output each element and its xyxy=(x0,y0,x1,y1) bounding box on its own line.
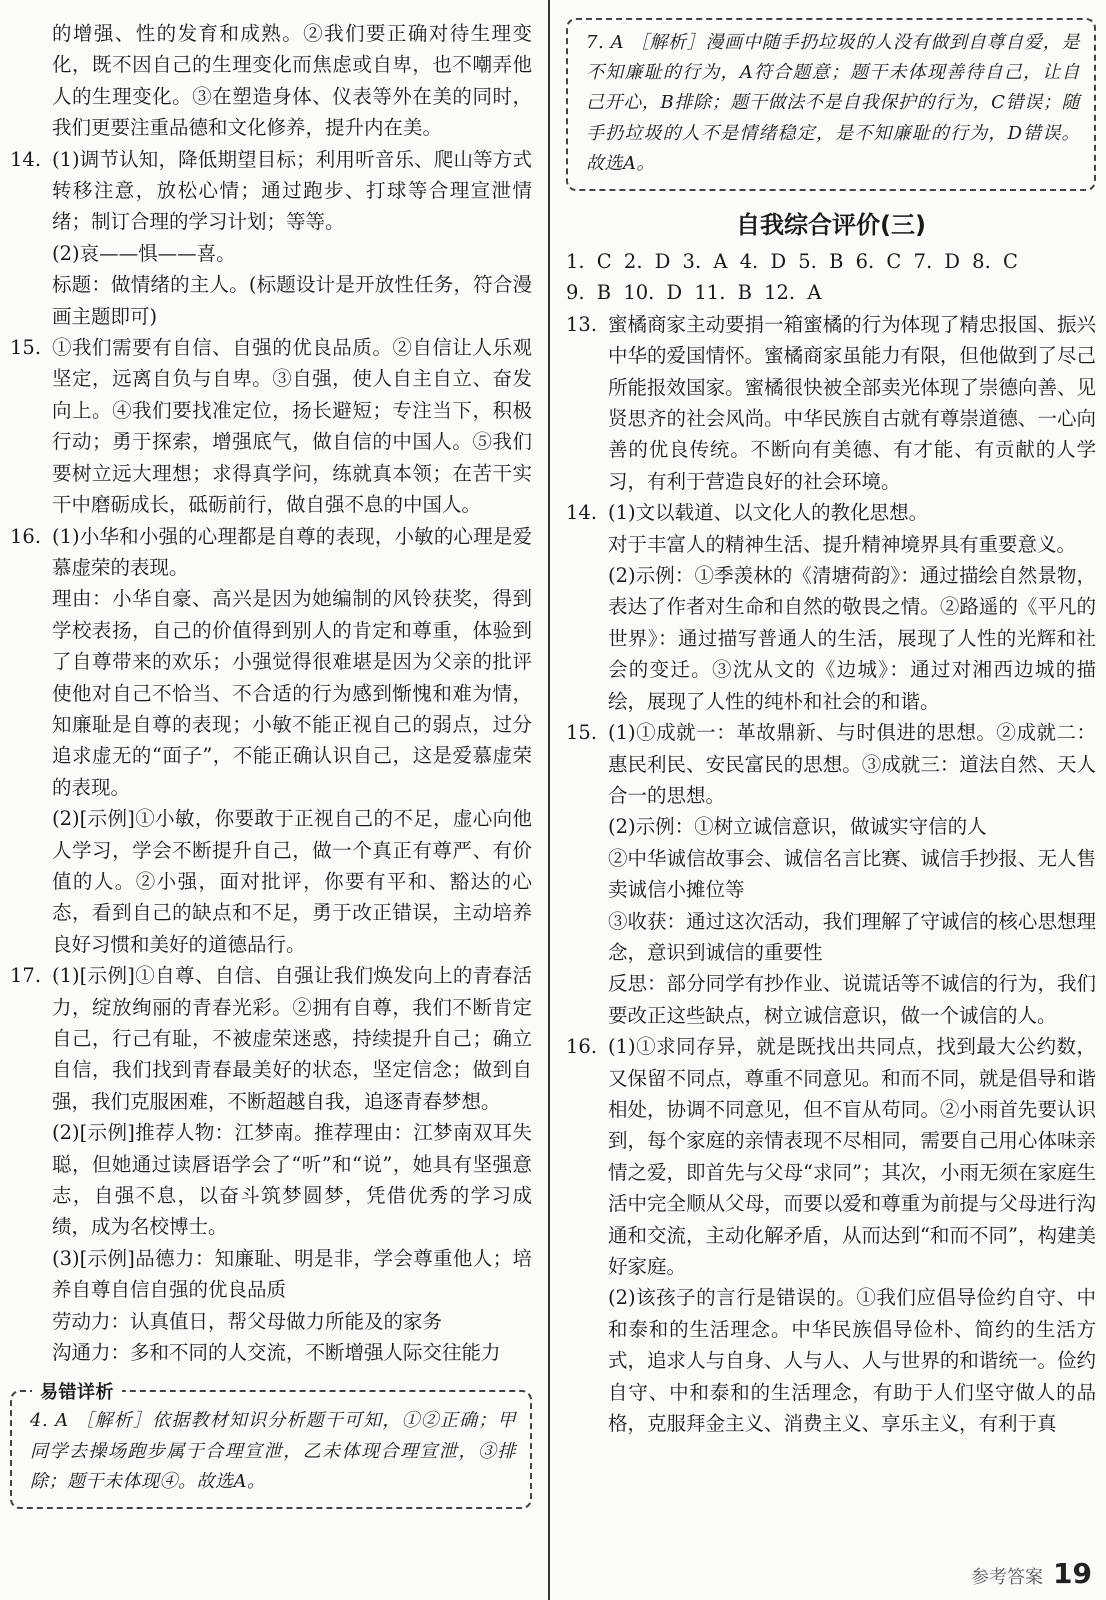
question-number: 15. xyxy=(10,336,42,360)
answer-paragraph: 劳动力：认真值日，帮父母做力所能及的家务 xyxy=(52,1309,443,1333)
error-analysis-box xyxy=(10,1382,532,1509)
answer-paragraph: 反思：部分同学有抄作业、说谎话等不诚信的行为，我们要改正这些缺点，树立诚信意识，做一个诚信的人。 xyxy=(608,972,1096,1027)
answer-paragraph: 理由：小华自豪、高兴是因为她编制的风铃获奖，得到学校表扬，自己的价值得到别人的肯定和尊重，体验到了自尊带来的欢乐；小强觉得很难堪是因为父亲的批评使他对自己不恰当、不合适的行为感到惭愧和难为情，知廉耻是自尊的表现；小敏不能正视自己的弱点，过分追求虚无的“面子”，不能正确认识自己，这是爱慕虚荣的表现。 xyxy=(52,587,532,799)
right-column xyxy=(566,18,1096,1439)
answer-paragraph: (1)文以载道、以文化人的教化思想。 xyxy=(608,501,929,525)
question-number: 14. xyxy=(10,147,42,171)
answer-paragraph: ②中华诚信故事会、诚信名言比赛、诚信手抄报、无人售卖诚信小摊位等 xyxy=(608,846,1096,902)
footer-label: 参考答案 xyxy=(971,1567,1044,1588)
question-number: 16. xyxy=(566,1035,598,1059)
page-number: 19 xyxy=(1053,1557,1092,1590)
q13-continuation: 的增强、性的发育和成熟。②我们要正确对待生理变化，既不因自己的生理变化而焦虑或自卑，也不嘲弄他人的生理变化。③在塑造身体、仪表等外在美的同时，我们更要注重品德和文化修养，提升内在美。 xyxy=(52,22,532,140)
answer-paragraph: (1)①成就一：革故鼎新、与时俱进的思想。②成就二：惠民利民、安民富民的思想。③成就三：道法自然、天人合一的思想。 xyxy=(608,721,1096,807)
answer-paragraph: (2)[示例]①小敏，你要敢于正视自己的不足，虚心向他人学习，学会不断提升自己，做一个真正有尊严、有价值的人。②小强，面对批评，你要有平和、豁达的心态，看到自己的缺点和不足，勇于改正错误，主动培养良好习惯和美好的道德品行。 xyxy=(52,807,532,956)
error-analysis-text: 4. A ［解析］依据教材知识分析题干可知，①②正确；甲同学去操场跑步属于合理宣泄，乙未体现合理宣泄，③排除；题干未体现④。故选A。 xyxy=(30,1410,516,1492)
question-13 xyxy=(566,309,1096,497)
question-number: 17. xyxy=(10,964,42,988)
question-14 xyxy=(10,144,532,332)
question-number: 13. xyxy=(566,312,598,336)
page-footer xyxy=(971,1557,1092,1590)
answer-paragraph: (1)小华和小强的心理都是自尊的表现，小敏的心理是爱慕虚荣的表现。 xyxy=(52,524,532,579)
question-14 xyxy=(566,497,1096,717)
analysis-box xyxy=(566,18,1096,191)
question-15 xyxy=(566,717,1096,1031)
answer-paragraph: (1)调节认知，降低期望目标；利用听音乐、爬山等方式转移注意，放松心情；通过跑步、打球等合理宣泄情绪；制订合理的学习计划；等等。 xyxy=(52,147,532,234)
question-15 xyxy=(10,332,532,520)
question-16 xyxy=(10,521,532,961)
answer-paragraph: (2)哀——惧——喜。 xyxy=(52,241,236,265)
left-column xyxy=(10,18,532,1509)
analysis-text: 7. A ［解析］漫画中随手扔垃圾的人没有做到自尊自爱，是不知廉耻的行为，A符合题意；题干未体现善待自己，让自己开心，B排除；题干做法不是自我保护的行为，C错误；随手扔垃圾的人不是情绪稳定，是不知廉耻的行为，D错误。故选A。 xyxy=(586,32,1080,174)
section-title: 自我综合评价(三) xyxy=(736,211,926,240)
question-16 xyxy=(566,1031,1096,1439)
question-number: 16. xyxy=(10,524,42,548)
answer-paragraph: (2)示例：①树立诚信意识，做诚实守信的人 xyxy=(608,815,987,839)
question-number: 14. xyxy=(566,501,598,525)
column-divider xyxy=(548,0,550,1600)
answer-paragraph: (2)示例：①季羡林的《清塘荷韵》：通过描绘自然景物，表达了作者对生命和自然的敬畏之情。②路遥的《平凡的世界》：通过描写普通人的生活，展现了人性的光辉和社会的变迁。③沈从文的《边城》：通过对湘西边城的描绘，展现了人性的纯朴和社会的和谐。 xyxy=(608,564,1096,713)
answer-paragraph: (1)①求同存异，就是既找出共同点，找到最大公约数，又保留不同点，尊重不同意见。和而不同，就是倡导和谐相处，协调不同意见，但不盲从苟同。②小雨首先要认识到，每个家庭的亲情表现不尽相同，需要自己用心体味亲情之爱，即首先与父母“求同”；其次，小雨无须在家庭生活中完全顺从父母，而要以爱和尊重为前提与父母进行沟通和交流，主动化解矛盾，从而达到“和而不同”，构建美好家庭。 xyxy=(608,1035,1096,1279)
answer-paragraph: (3)[示例]品德力：知廉耻、明是非，学会尊重他人；培养自尊自信自强的优良品质 xyxy=(52,1246,532,1302)
answer-paragraph: ③收获：通过这次活动，我们理解了守诚信的核心思想理念，意识到诚信的重要性 xyxy=(608,909,1096,964)
answer-paragraph: (2)该孩子的言行是错误的。①我们应倡导俭约自守、中和泰和的生活理念。中华民族倡导俭朴、简约的生活方式，追求人与自身、人与人、人与世界的和谐统一。俭约自守、中和泰和的生活理念，有助于人们坚守做人的品格，克服拜金主义、消费主义、享乐主义，有利于真 xyxy=(608,1286,1096,1436)
answer-paragraph: 标题：做情绪的主人。(标题设计是开放性任务，符合漫画主题即可) xyxy=(52,273,532,328)
answer-paragraph: 沟通力：多和不同的人交流，不断增强人际交往能力 xyxy=(52,1341,501,1365)
answer-paragraph: (2)[示例]推荐人物：江梦南。推荐理由：江梦南双耳失聪，但她通过读唇语学会了“听”和“说”，她具有坚强意志，自强不息，以奋斗筑梦圆梦，凭借优秀的学习成绩，成为名校博士。 xyxy=(52,1121,532,1239)
answer-paragraph: 蜜橘商家主动要捐一箱蜜橘的行为体现了精忠报国、振兴中华的爱国情怀。蜜橘商家虽能力有限，但他做到了尽己所能报效国家。蜜橘很快被全部卖光体现了崇德向善、见贤思齐的社会风尚。中华民族自古就有尊崇道德、一心向善的优良传统。不断向有美德、有才能、有贡献的人学习，有利于营造良好的社会环境。 xyxy=(608,312,1096,493)
answer-paragraph: ①我们需要有自信、自强的优良品质。②自信让人乐观坚定，远离自负与自卑。③自强，使人自主自立、奋发向上。④我们要找准定位，扬长避短；专注当下，积极行动；勇于探索，增强底气，做自信的中国人。⑤我们要树立远大理想；求得真学问，练就真本领；在苦干实干中磨砺成长，砥砺前行，做自强不息的中国人。 xyxy=(52,336,532,517)
choice-answers-row-1: 1. C 2. D 3. A 4. D 5. B 6. C 7. D 8. C xyxy=(566,250,1018,274)
answer-paragraph: (1)[示例]①自尊、自信、自强让我们焕发向上的青春活力，绽放绚丽的青春光彩。②拥有自尊，我们不断肯定自己，行己有耻，不被虚荣迷惑，持续提升自己；确立自信，我们找到青春最美好的状态，坚定信念；做到自强，我们克服困难，不断超越自我，追逐青春梦想。 xyxy=(52,964,532,1113)
error-analysis-title: 易错详析 xyxy=(32,1378,122,1408)
question-number: 15. xyxy=(566,721,598,745)
answer-paragraph: 对于丰富人的精神生活、提升精神境界具有重要意义。 xyxy=(608,532,1077,556)
choice-answers-row-2: 9. B 10. D 11. B 12. A xyxy=(566,281,822,305)
question-17 xyxy=(10,960,532,1368)
